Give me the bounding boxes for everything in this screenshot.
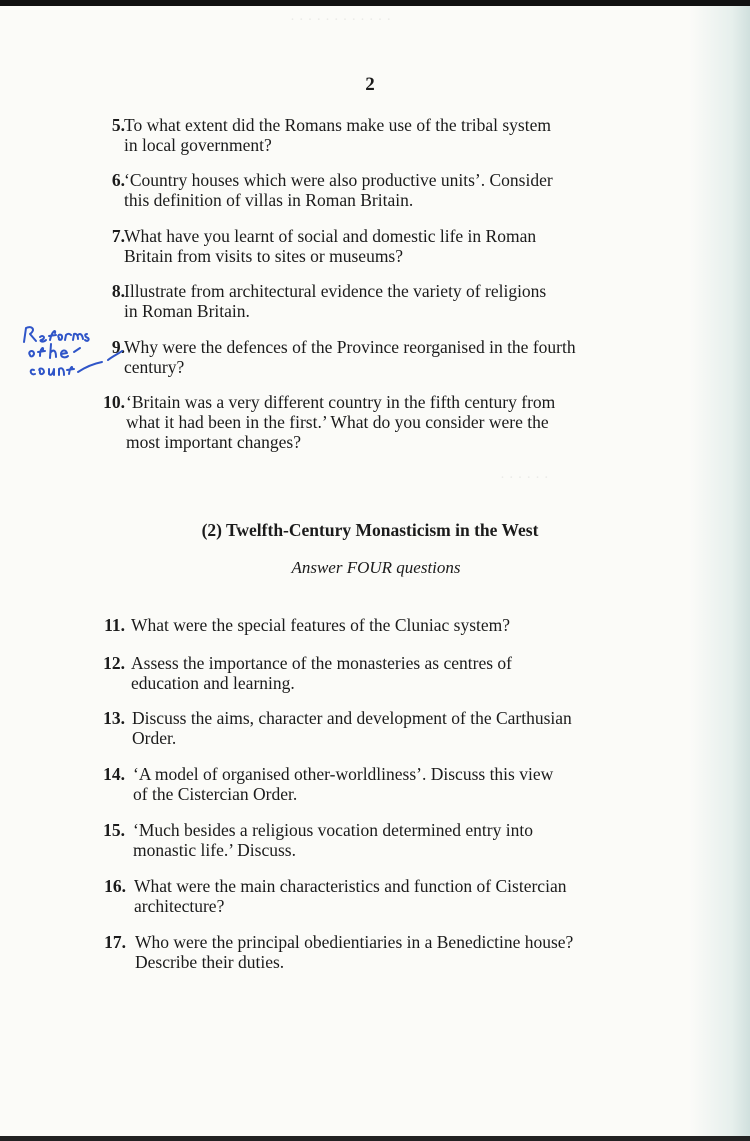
question-line: What were the special features of the Cluniac system? [131, 615, 511, 635]
page-number: 2 [365, 74, 375, 95]
question-line: century? [124, 357, 185, 377]
question-text [124, 226, 536, 266]
question-line: architecture? [134, 896, 225, 916]
question-line: most important changes? [126, 432, 301, 452]
question-line: Describe their duties. [135, 952, 285, 972]
question-line: Why were the defences of the Province reorganised in the fourth [124, 337, 576, 357]
question-line: what it had been in the first.’ What do you consider were the [126, 412, 549, 432]
question-line: monastic life.’ Discuss. [133, 840, 296, 860]
bleed-through-text: · · · · · · · · · · · · [290, 12, 392, 28]
question-line: Who were the principal obedientiaries in a Benedictine house? [135, 932, 574, 952]
bleed-through-text: · · · · · · [500, 470, 549, 486]
section-heading: (2) Twelfth-Century Monasticism in the West [201, 520, 539, 540]
question-line: Britain from visits to sites or museums? [124, 246, 404, 266]
question-line: Order. [132, 728, 177, 748]
question-text [134, 876, 566, 916]
question-text [124, 281, 546, 321]
question-number: 10. [103, 392, 125, 412]
question-number: 6. [111, 170, 125, 190]
question-line: What have you learnt of social and domestic life in Roman [124, 226, 537, 246]
question-number: 8. [111, 281, 125, 301]
question-number: 11. [104, 615, 125, 635]
question-text [124, 170, 553, 210]
question-text [124, 115, 551, 155]
question-number: 17. [104, 932, 126, 952]
question-line: To what extent did the Romans make use of the tribal system [124, 115, 551, 135]
question-line: in Roman Britain. [124, 301, 250, 321]
question-text [132, 708, 572, 748]
question-number: 7. [111, 226, 125, 246]
question-text [133, 820, 533, 860]
question-line: this definition of villas in Roman Britain. [124, 190, 414, 210]
question-text [124, 337, 576, 377]
question-number: 15. [103, 820, 125, 840]
question-text [126, 392, 555, 452]
question-line: Assess the importance of the monasteries as centres of [131, 653, 512, 673]
question-line: What were the main characteristics and function of Cistercian [134, 876, 567, 896]
question-number: 9. [111, 337, 125, 357]
question-text [133, 764, 553, 804]
question-line: education and learning. [131, 673, 295, 693]
handwritten-annotation [18, 322, 123, 384]
question-line: in local government? [124, 135, 272, 155]
scan-bottom-edge [0, 1136, 750, 1141]
question-number: 5. [111, 115, 125, 135]
question-line: ‘Country houses which were also productive units’. Consider [124, 170, 553, 190]
question-line: Discuss the aims, character and development of the Carthusian [132, 708, 572, 728]
question-number: 16. [104, 876, 126, 896]
question-text [131, 653, 512, 693]
question-line: ‘Britain was a very different country in the fifth century from [126, 392, 556, 412]
question-line: Illustrate from architectural evidence the variety of religions [124, 281, 547, 301]
question-text [135, 932, 573, 972]
question-line: of the Cistercian Order. [133, 784, 298, 804]
question-line: ‘Much besides a religious vocation determined entry into [133, 820, 533, 840]
question-number: 12. [103, 653, 125, 673]
question-text [131, 615, 510, 635]
question-number: 14. [103, 764, 125, 784]
section-instruction: Answer FOUR questions [291, 558, 461, 577]
question-line: ‘A model of organised other-worldliness’. Discuss this view [133, 764, 554, 784]
scan-top-edge [0, 0, 750, 6]
question-number: 13. [103, 708, 125, 728]
